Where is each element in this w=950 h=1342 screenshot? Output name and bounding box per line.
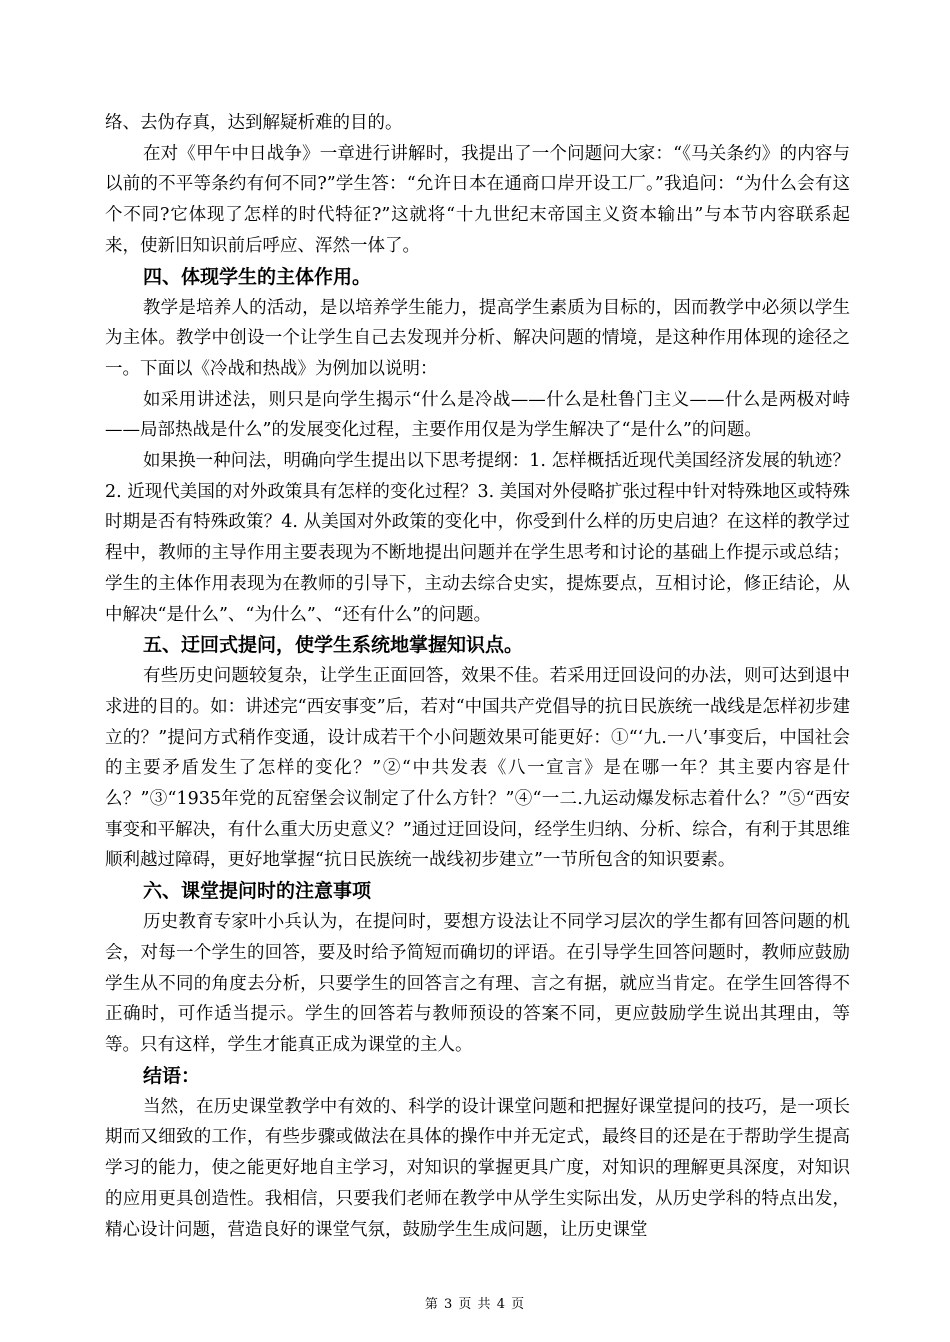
- body-paragraph: 如采用讲述法，则只是向学生揭示“什么是冷战——什么是杜鲁门主义——什么是两极对峙——局部热战是什么”的发展变化过程，主要作用仅是为学生解决了“是什么”的问题。: [105, 389, 850, 441]
- body-paragraph: 络、去伪存真，达到解疑析难的目的。: [105, 113, 403, 133]
- section-heading: 四、体现学生的主体作用。: [143, 265, 372, 288]
- body-paragraph: 如果换一种问法，明确向学生提出以下思考提纲：1. 怎样概括近现代美国经济发展的轨迹？2. 近现代美国的对外政策具有怎样的变化过程？3. 美国对外侵略扩张过程中针对特殊地区或特殊时期是否有特殊政策？4. 从美国对外政策的变化中，你受到什么样的历史启迪？在这样的教学过程中，教师的主导作用主要表现为不断地提出问题并在学生思考和讨论的基础上作提示或总结；学生的主体作用表现为在教师的引导下，主动去综合史实，提炼要点，互相讨论，修正结论，从中解决“是什么”、“为什么”、“还有什么”的问题。: [105, 451, 850, 625]
- section-heading: 六、课堂提问时的注意事项: [143, 880, 372, 903]
- page-footer: 第 3 页 共 4 页: [424, 1297, 526, 1312]
- section-heading: 五、迂回式提问，使学生系统地掌握知识点。: [143, 634, 524, 657]
- section-heading: 结语：: [143, 1064, 201, 1087]
- body-paragraph: 在对《甲午中日战争》一章进行讲解时，我提出了一个问题问大家：“《马关条约》的内容与以前的不平等条约有何不同?”学生答：“允许日本在通商口岸开设工厂。”我追问：“为什么会有这个不同?它体现了怎样的时代特征?”这就将“十九世纪末帝国主义资本输出”与本节内容联系起来，使新旧知识前后呼应、浑然一体了。: [105, 143, 850, 256]
- body-paragraph: 当然，在历史课堂教学中有效的、科学的设计课堂问题和把握好课堂提问的技巧，是一项长期而又细致的工作，有些步骤或做法在具体的操作中并无定式，最终目的还是在于帮助学生提高学习的能力，使之能更好地自主学习，对知识的掌握更具广度，对知识的理解更具深度，对知识的应用更具创造性。我相信，只要我们老师在教学中从学生实际出发，从历史学科的特点出发，精心设计问题，营造良好的课堂气氛，鼓励学生生成问题，让历史课堂: [105, 1096, 850, 1240]
- document-body: [105, 108, 850, 1245]
- body-paragraph: 教学是培养人的活动，是以培养学生能力，提高学生素质为目标的，因而教学中必须以学生为主体。教学中创设一个让学生自己去发现并分析、解决问题的情境，是这种作用体现的途径之一。下面以《冷战和热战》为例加以说明：: [105, 297, 850, 379]
- body-paragraph: 历史教育专家叶小兵认为，在提问时，要想方设法让不同学习层次的学生都有回答问题的机会，对每一个学生的回答，要及时给予简短而确切的评语。在引导学生回答问题时，教师应鼓励学生从不同的角度去分析，只要学生的回答言之有理、言之有据，就应当肯定。在学生回答得不正确时，可作适当提示。学生的回答若与教师预设的答案不同，更应鼓励学生说出其理由，等等。只有这样，学生才能真正成为课堂的主人。: [105, 912, 850, 1055]
- body-paragraph: 有些历史问题较复杂，让学生正面回答，效果不佳。若采用迂回设问的办法，则可达到退中求进的目的。如：讲述完“西安事变”后，若对“中国共产党倡导的抗日民族统一战线是怎样初步建立的？”提问方式稍作变通，设计成若干个小问题效果可能更好：①“‘九.一八’事变后，中国社会的主要矛盾发生了怎样的变化？”②“中共发表《八一宣言》是在哪一年？其主要内容是什么？”③“1935年党的瓦窑堡会议制定了什么方针？”④“一二.九运动爆发标志着什么？”⑤“西安事变和平解决，有什么重大历史意义？”通过迂回设问，经学生归纳、分析、综合，有利于其思维顺利越过障碍，更好地掌握“抗日民族统一战线初步建立”一节所包含的知识要素。: [105, 666, 850, 871]
